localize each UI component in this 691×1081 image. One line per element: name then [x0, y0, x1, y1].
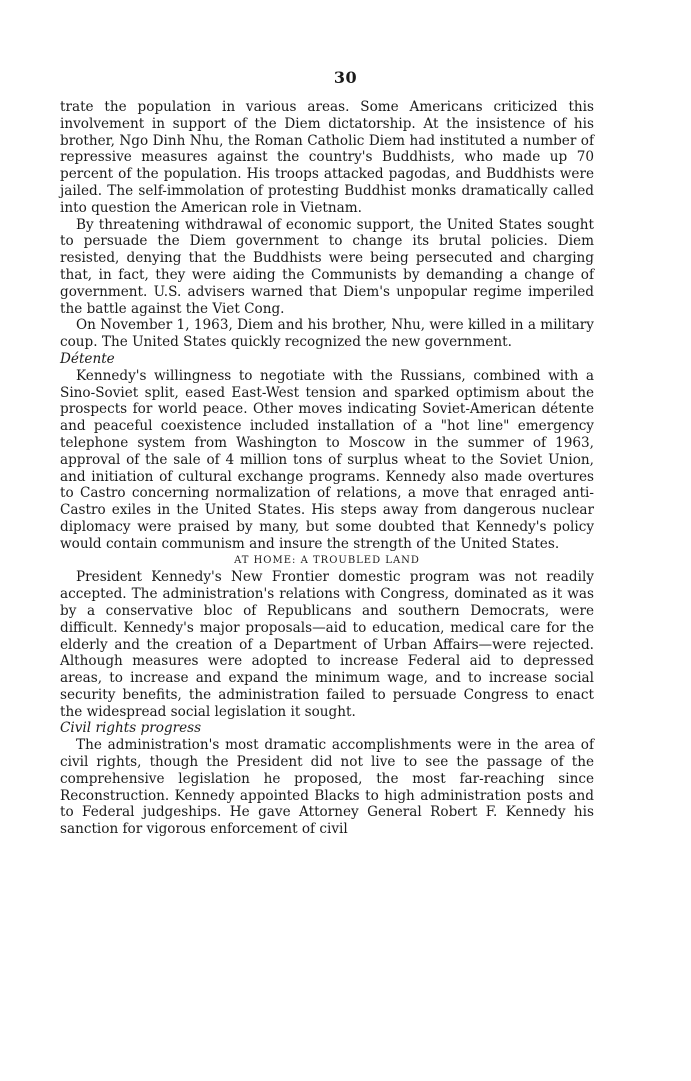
section-heading: AT HOME: A TROUBLED LAND	[234, 554, 420, 566]
paragraph: By threatening withdrawal of economic support, the United States sought to persuade the Diem government to change its brutal policies. Diem resisted, denying that the Buddhists were being persecuted and charging that, in fact, they were aiding the Communists by demanding a change of government. U.S. advisers warned that Diem's unpopular regime imperiled the battle against the Viet Cong.	[60, 216, 594, 317]
subheading-civil-rights: Civil rights progress	[60, 720, 202, 737]
page-number: 30	[333, 68, 358, 87]
paragraph: On November 1, 1963, Diem and his brother, Nhu, were killed in a military coup. The United States quickly recognized the new government.	[60, 317, 594, 351]
paragraph: The administration's most dramatic accomplishments were in the area of civil rights, though the President did not live to see the passage of the comprehensive legislation he proposed, the most far-reaching since Reconstruction. Kennedy appointed Blacks to high administration posts and to Federal judgeships. He gave Attorney General Robert F. Kennedy his sanction for vigorous enforcement of civil	[60, 737, 594, 838]
paragraph: trate the population in various areas. Some Americans criticized this involvement in support of the Diem dictatorship. At the insistence of his brother, Ngo Dinh Nhu, the Roman Catholic Diem had instituted a number of repressive measures against the country's Buddhists, who made up 70 percent of the population. His troops attacked pagodas, and Buddhists were jailed. The self-immolation of protesting Buddhist monks dramatically called into question the American role in Vietnam.	[60, 99, 594, 216]
subheading-detente: Détente	[60, 350, 115, 367]
paragraph: Kennedy's willingness to negotiate with the Russians, combined with a Sino-Soviet split, eased East-West tension and sparked optimism about the prospects for world peace. Other moves indicating Soviet-American détente and peaceful coexistence included installation of a "hot line" emergency telephone system from Washington to Moscow in the summer of 1963, approval of the sale of 4 million tons of surplus wheat to the Soviet Union, and initiation of cultural exchange programs. Kennedy also made overtures to Castro concerning normalization of relations, a move that enraged anti-Castro exiles in the United States. His steps away from dangerous nuclear diplomacy were praised by many, but some doubted that Kennedy's policy would contain communism and insure the strength of the United States.	[60, 367, 594, 552]
body-text	[60, 99, 594, 838]
paragraph: President Kennedy's New Frontier domestic program was not readily accepted. The administration's relations with Congress, dominated as it was by a conservative bloc of Republicans and southern Democrats, were difficult. Kennedy's major proposals—aid to education, medical care for the elderly and the creation of a Department of Urban Affairs—were rejected. Although measures were adopted to increase Federal aid to depressed areas, to increase and expand the minimum wage, and to increase social security benefits, the administration failed to persuade Congress to enact the widespread social legislation it sought.	[60, 569, 594, 720]
